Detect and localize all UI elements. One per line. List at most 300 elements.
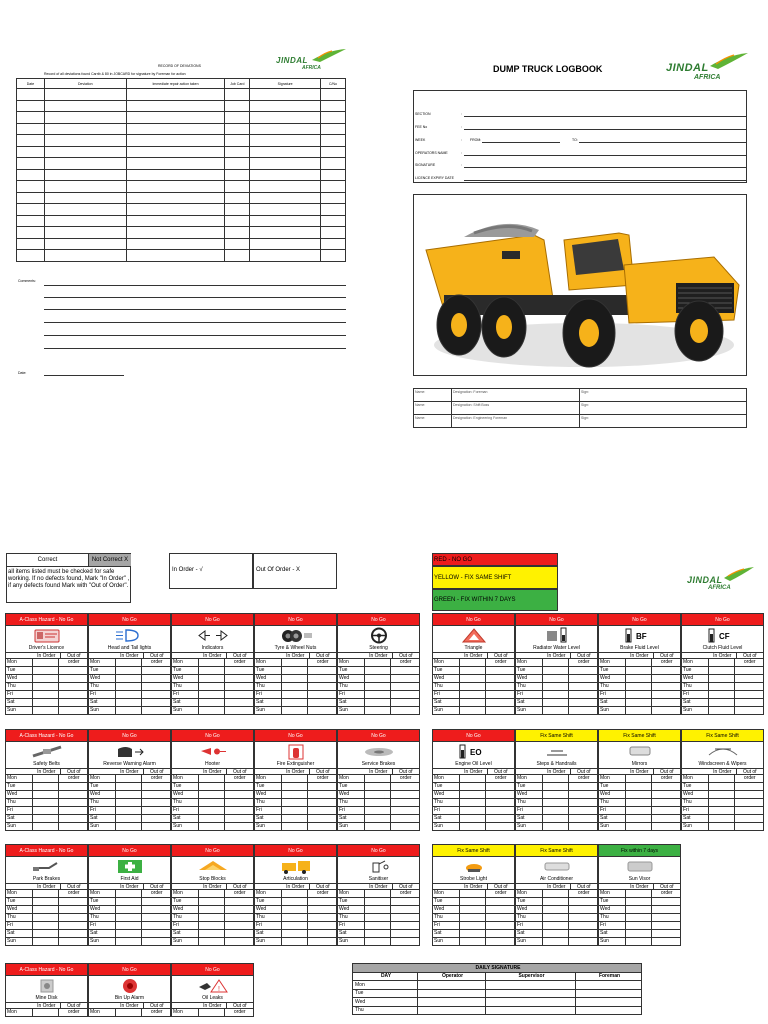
out-of-order-checkbox[interactable] [142,699,170,706]
out-of-order-checkbox[interactable] [569,914,597,921]
in-order-checkbox[interactable] [543,906,570,913]
out-of-order-checkbox[interactable] [652,823,680,830]
out-of-order-checkbox[interactable] [486,691,514,698]
in-order-checkbox[interactable] [626,823,653,830]
deviation-cell[interactable] [17,123,45,135]
deviation-cell[interactable] [126,181,225,193]
deviation-cell[interactable] [250,146,321,158]
in-order-checkbox[interactable] [116,707,143,714]
out-of-order-checkbox[interactable] [569,775,597,782]
out-of-order-checkbox[interactable] [308,675,336,682]
comments-line[interactable] [44,335,346,336]
deviation-cell[interactable] [321,215,346,227]
deviation-cell[interactable] [126,100,225,112]
deviation-cell[interactable] [225,250,250,262]
out-of-order-checkbox[interactable] [569,707,597,714]
comments-line[interactable] [44,309,346,310]
operator-signature[interactable] [418,981,486,990]
in-order-checkbox[interactable] [282,683,309,690]
in-order-checkbox[interactable] [460,659,487,666]
deviation-cell[interactable] [321,181,346,193]
in-order-checkbox[interactable] [365,938,392,945]
out-of-order-checkbox[interactable] [652,930,680,937]
out-of-order-checkbox[interactable] [652,699,680,706]
licence-expiry-input[interactable] [464,180,747,181]
out-of-order-checkbox[interactable] [486,707,514,714]
out-of-order-checkbox[interactable] [225,922,253,929]
out-of-order-checkbox[interactable] [142,815,170,822]
deviation-cell[interactable] [250,158,321,170]
out-of-order-checkbox[interactable] [142,938,170,945]
out-of-order-checkbox[interactable] [142,823,170,830]
out-of-order-checkbox[interactable] [735,775,763,782]
in-order-checkbox[interactable] [282,890,309,897]
out-of-order-checkbox[interactable] [486,667,514,674]
out-of-order-checkbox[interactable] [142,1009,170,1016]
out-of-order-checkbox[interactable] [391,799,419,806]
deviation-cell[interactable] [225,146,250,158]
out-of-order-checkbox[interactable] [59,667,87,674]
out-of-order-checkbox[interactable] [652,807,680,814]
in-order-checkbox[interactable] [282,667,309,674]
out-of-order-checkbox[interactable] [486,938,514,945]
foreman-signature[interactable] [576,981,642,990]
deviation-cell[interactable] [321,250,346,262]
in-order-checkbox[interactable] [460,691,487,698]
fee-no-input[interactable] [464,129,747,130]
out-of-order-checkbox[interactable] [225,667,253,674]
in-order-checkbox[interactable] [626,707,653,714]
out-of-order-checkbox[interactable] [225,691,253,698]
in-order-checkbox[interactable] [33,807,60,814]
in-order-checkbox[interactable] [365,667,392,674]
approval-name[interactable]: Name: [414,402,452,415]
in-order-checkbox[interactable] [282,930,309,937]
in-order-checkbox[interactable] [709,707,736,714]
in-order-checkbox[interactable] [116,930,143,937]
deviation-cell[interactable] [250,215,321,227]
out-of-order-checkbox[interactable] [569,691,597,698]
deviation-cell[interactable] [225,123,250,135]
date-line[interactable] [44,375,124,376]
out-of-order-checkbox[interactable] [391,699,419,706]
in-order-checkbox[interactable] [626,906,653,913]
deviation-cell[interactable] [321,227,346,239]
foreman-signature[interactable] [576,1006,642,1015]
in-order-checkbox[interactable] [33,930,60,937]
out-of-order-checkbox[interactable] [59,775,87,782]
out-of-order-checkbox[interactable] [142,667,170,674]
in-order-checkbox[interactable] [116,914,143,921]
out-of-order-checkbox[interactable] [142,890,170,897]
out-of-order-checkbox[interactable] [486,922,514,929]
in-order-checkbox[interactable] [709,683,736,690]
in-order-checkbox[interactable] [460,815,487,822]
deviation-cell[interactable] [126,123,225,135]
out-of-order-checkbox[interactable] [142,914,170,921]
in-order-checkbox[interactable] [33,675,60,682]
deviation-cell[interactable] [44,238,126,250]
in-order-checkbox[interactable] [199,906,226,913]
deviation-cell[interactable] [225,89,250,101]
out-of-order-checkbox[interactable] [59,922,87,929]
approval-sign[interactable]: Sign: [580,415,747,428]
out-of-order-checkbox[interactable] [486,823,514,830]
deviation-cell[interactable] [321,146,346,158]
out-of-order-checkbox[interactable] [225,783,253,790]
in-order-checkbox[interactable] [33,683,60,690]
in-order-checkbox[interactable] [626,775,653,782]
deviation-cell[interactable] [225,158,250,170]
out-of-order-checkbox[interactable] [59,1009,87,1016]
in-order-checkbox[interactable] [282,799,309,806]
out-of-order-checkbox[interactable] [391,930,419,937]
deviation-cell[interactable] [17,169,45,181]
in-order-checkbox[interactable] [282,938,309,945]
out-of-order-checkbox[interactable] [652,890,680,897]
out-of-order-checkbox[interactable] [486,890,514,897]
out-of-order-checkbox[interactable] [735,791,763,798]
signature-input[interactable] [464,167,747,168]
deviation-cell[interactable] [250,204,321,216]
out-of-order-checkbox[interactable] [652,683,680,690]
out-of-order-checkbox[interactable] [142,807,170,814]
in-order-checkbox[interactable] [199,691,226,698]
in-order-checkbox[interactable] [626,791,653,798]
out-of-order-checkbox[interactable] [391,691,419,698]
section-input[interactable] [464,116,747,117]
out-of-order-checkbox[interactable] [225,799,253,806]
deviation-cell[interactable] [321,192,346,204]
out-of-order-checkbox[interactable] [652,791,680,798]
out-of-order-checkbox[interactable] [652,922,680,929]
out-of-order-checkbox[interactable] [142,683,170,690]
operator-signature[interactable] [418,998,486,1007]
in-order-checkbox[interactable] [543,683,570,690]
in-order-checkbox[interactable] [460,799,487,806]
in-order-checkbox[interactable] [116,906,143,913]
approval-sign[interactable]: Sign: [580,402,747,415]
deviation-cell[interactable] [17,146,45,158]
deviation-cell[interactable] [225,238,250,250]
in-order-checkbox[interactable] [543,815,570,822]
in-order-checkbox[interactable] [116,1009,143,1016]
out-of-order-checkbox[interactable] [225,659,253,666]
out-of-order-checkbox[interactable] [59,938,87,945]
out-of-order-checkbox[interactable] [735,659,763,666]
deviation-cell[interactable] [17,250,45,262]
out-of-order-checkbox[interactable] [59,707,87,714]
out-of-order-checkbox[interactable] [569,675,597,682]
out-of-order-checkbox[interactable] [652,799,680,806]
out-of-order-checkbox[interactable] [308,906,336,913]
in-order-checkbox[interactable] [365,699,392,706]
out-of-order-checkbox[interactable] [142,675,170,682]
in-order-checkbox[interactable] [199,775,226,782]
in-order-checkbox[interactable] [460,699,487,706]
out-of-order-checkbox[interactable] [308,707,336,714]
out-of-order-checkbox[interactable] [225,906,253,913]
in-order-checkbox[interactable] [33,898,60,905]
out-of-order-checkbox[interactable] [486,699,514,706]
out-of-order-checkbox[interactable] [142,898,170,905]
in-order-checkbox[interactable] [543,890,570,897]
deviation-cell[interactable] [17,89,45,101]
in-order-checkbox[interactable] [626,807,653,814]
in-order-checkbox[interactable] [199,922,226,929]
in-order-checkbox[interactable] [116,823,143,830]
out-of-order-checkbox[interactable] [569,815,597,822]
out-of-order-checkbox[interactable] [225,775,253,782]
in-order-checkbox[interactable] [460,938,487,945]
in-order-checkbox[interactable] [199,667,226,674]
approval-name[interactable]: Name: [414,389,452,402]
deviation-cell[interactable] [225,112,250,124]
deviation-cell[interactable] [44,123,126,135]
in-order-checkbox[interactable] [460,922,487,929]
out-of-order-checkbox[interactable] [59,783,87,790]
in-order-checkbox[interactable] [543,807,570,814]
out-of-order-checkbox[interactable] [652,815,680,822]
out-of-order-checkbox[interactable] [391,659,419,666]
in-order-checkbox[interactable] [33,775,60,782]
deviation-cell[interactable] [44,135,126,147]
deviation-cell[interactable] [321,100,346,112]
out-of-order-checkbox[interactable] [569,791,597,798]
in-order-checkbox[interactable] [33,823,60,830]
deviation-cell[interactable] [250,250,321,262]
deviation-cell[interactable] [44,158,126,170]
out-of-order-checkbox[interactable] [735,815,763,822]
out-of-order-checkbox[interactable] [652,898,680,905]
deviation-cell[interactable] [321,135,346,147]
in-order-checkbox[interactable] [460,707,487,714]
in-order-checkbox[interactable] [282,707,309,714]
in-order-checkbox[interactable] [282,775,309,782]
in-order-checkbox[interactable] [365,914,392,921]
out-of-order-checkbox[interactable] [308,791,336,798]
in-order-checkbox[interactable] [365,815,392,822]
in-order-checkbox[interactable] [116,807,143,814]
out-of-order-checkbox[interactable] [391,914,419,921]
out-of-order-checkbox[interactable] [225,807,253,814]
deviation-cell[interactable] [250,181,321,193]
out-of-order-checkbox[interactable] [308,890,336,897]
in-order-checkbox[interactable] [282,914,309,921]
out-of-order-checkbox[interactable] [308,938,336,945]
out-of-order-checkbox[interactable] [142,783,170,790]
in-order-checkbox[interactable] [33,938,60,945]
deviation-cell[interactable] [321,204,346,216]
out-of-order-checkbox[interactable] [391,807,419,814]
out-of-order-checkbox[interactable] [59,675,87,682]
out-of-order-checkbox[interactable] [142,930,170,937]
out-of-order-checkbox[interactable] [569,922,597,929]
out-of-order-checkbox[interactable] [486,815,514,822]
in-order-checkbox[interactable] [543,675,570,682]
in-order-checkbox[interactable] [543,914,570,921]
deviation-cell[interactable] [225,135,250,147]
in-order-checkbox[interactable] [116,691,143,698]
in-order-checkbox[interactable] [626,799,653,806]
in-order-checkbox[interactable] [460,783,487,790]
comments-line[interactable] [44,285,346,286]
deviation-cell[interactable] [17,192,45,204]
out-of-order-checkbox[interactable] [735,699,763,706]
in-order-checkbox[interactable] [543,691,570,698]
in-order-checkbox[interactable] [460,675,487,682]
deviation-cell[interactable] [17,158,45,170]
in-order-checkbox[interactable] [33,699,60,706]
in-order-checkbox[interactable] [709,791,736,798]
out-of-order-checkbox[interactable] [59,791,87,798]
deviation-cell[interactable] [250,192,321,204]
deviation-cell[interactable] [44,181,126,193]
in-order-checkbox[interactable] [282,659,309,666]
deviation-cell[interactable] [321,158,346,170]
in-order-checkbox[interactable] [116,667,143,674]
in-order-checkbox[interactable] [709,775,736,782]
from-input[interactable] [482,142,560,143]
in-order-checkbox[interactable] [365,783,392,790]
supervisor-signature[interactable] [486,989,576,998]
out-of-order-checkbox[interactable] [308,699,336,706]
in-order-checkbox[interactable] [709,799,736,806]
in-order-checkbox[interactable] [365,799,392,806]
out-of-order-checkbox[interactable] [308,922,336,929]
out-of-order-checkbox[interactable] [391,922,419,929]
in-order-checkbox[interactable] [543,823,570,830]
out-of-order-checkbox[interactable] [735,799,763,806]
deviation-cell[interactable] [17,227,45,239]
in-order-checkbox[interactable] [626,938,653,945]
deviation-cell[interactable] [126,250,225,262]
in-order-checkbox[interactable] [116,799,143,806]
out-of-order-checkbox[interactable] [569,683,597,690]
out-of-order-checkbox[interactable] [486,898,514,905]
in-order-checkbox[interactable] [543,922,570,929]
in-order-checkbox[interactable] [116,783,143,790]
out-of-order-checkbox[interactable] [225,898,253,905]
out-of-order-checkbox[interactable] [569,783,597,790]
in-order-checkbox[interactable] [116,922,143,929]
comments-line[interactable] [44,348,346,349]
in-order-checkbox[interactable] [116,938,143,945]
in-order-checkbox[interactable] [626,659,653,666]
deviation-cell[interactable] [225,100,250,112]
operator-signature[interactable] [418,989,486,998]
deviation-cell[interactable] [321,123,346,135]
in-order-checkbox[interactable] [460,906,487,913]
out-of-order-checkbox[interactable] [308,683,336,690]
in-order-checkbox[interactable] [709,675,736,682]
out-of-order-checkbox[interactable] [308,691,336,698]
in-order-checkbox[interactable] [282,815,309,822]
in-order-checkbox[interactable] [116,791,143,798]
in-order-checkbox[interactable] [460,898,487,905]
out-of-order-checkbox[interactable] [225,1009,253,1016]
in-order-checkbox[interactable] [33,890,60,897]
out-of-order-checkbox[interactable] [59,914,87,921]
out-of-order-checkbox[interactable] [308,807,336,814]
deviation-cell[interactable] [44,204,126,216]
out-of-order-checkbox[interactable] [225,683,253,690]
in-order-checkbox[interactable] [365,659,392,666]
out-of-order-checkbox[interactable] [308,898,336,905]
to-input[interactable] [579,142,747,143]
out-of-order-checkbox[interactable] [735,823,763,830]
in-order-checkbox[interactable] [460,791,487,798]
deviation-cell[interactable] [44,100,126,112]
out-of-order-checkbox[interactable] [569,938,597,945]
out-of-order-checkbox[interactable] [652,906,680,913]
in-order-checkbox[interactable] [460,667,487,674]
out-of-order-checkbox[interactable] [486,783,514,790]
comments-line[interactable] [44,322,346,323]
out-of-order-checkbox[interactable] [59,906,87,913]
deviation-cell[interactable] [225,215,250,227]
deviation-cell[interactable] [17,112,45,124]
in-order-checkbox[interactable] [199,807,226,814]
in-order-checkbox[interactable] [460,823,487,830]
out-of-order-checkbox[interactable] [391,783,419,790]
in-order-checkbox[interactable] [709,823,736,830]
deviation-cell[interactable] [321,112,346,124]
in-order-checkbox[interactable] [282,791,309,798]
deviation-cell[interactable] [250,169,321,181]
out-of-order-checkbox[interactable] [225,890,253,897]
out-of-order-checkbox[interactable] [308,823,336,830]
in-order-checkbox[interactable] [626,914,653,921]
in-order-checkbox[interactable] [199,890,226,897]
in-order-checkbox[interactable] [626,683,653,690]
out-of-order-checkbox[interactable] [142,691,170,698]
supervisor-signature[interactable] [486,998,576,1007]
in-order-checkbox[interactable] [365,683,392,690]
approval-name[interactable]: Name: [414,415,452,428]
out-of-order-checkbox[interactable] [486,914,514,921]
in-order-checkbox[interactable] [365,930,392,937]
out-of-order-checkbox[interactable] [225,707,253,714]
foreman-signature[interactable] [576,989,642,998]
out-of-order-checkbox[interactable] [225,938,253,945]
deviation-cell[interactable] [126,204,225,216]
in-order-checkbox[interactable] [626,930,653,937]
deviation-cell[interactable] [225,169,250,181]
out-of-order-checkbox[interactable] [486,930,514,937]
operator-signature[interactable] [418,1006,486,1015]
comments-line[interactable] [44,297,346,298]
in-order-checkbox[interactable] [33,799,60,806]
out-of-order-checkbox[interactable] [652,675,680,682]
out-of-order-checkbox[interactable] [652,707,680,714]
out-of-order-checkbox[interactable] [142,906,170,913]
in-order-checkbox[interactable] [543,791,570,798]
in-order-checkbox[interactable] [365,922,392,929]
out-of-order-checkbox[interactable] [486,799,514,806]
out-of-order-checkbox[interactable] [59,683,87,690]
out-of-order-checkbox[interactable] [569,699,597,706]
out-of-order-checkbox[interactable] [735,783,763,790]
deviation-cell[interactable] [321,169,346,181]
in-order-checkbox[interactable] [282,823,309,830]
in-order-checkbox[interactable] [199,823,226,830]
out-of-order-checkbox[interactable] [142,799,170,806]
in-order-checkbox[interactable] [543,930,570,937]
in-order-checkbox[interactable] [460,775,487,782]
in-order-checkbox[interactable] [199,783,226,790]
out-of-order-checkbox[interactable] [59,823,87,830]
